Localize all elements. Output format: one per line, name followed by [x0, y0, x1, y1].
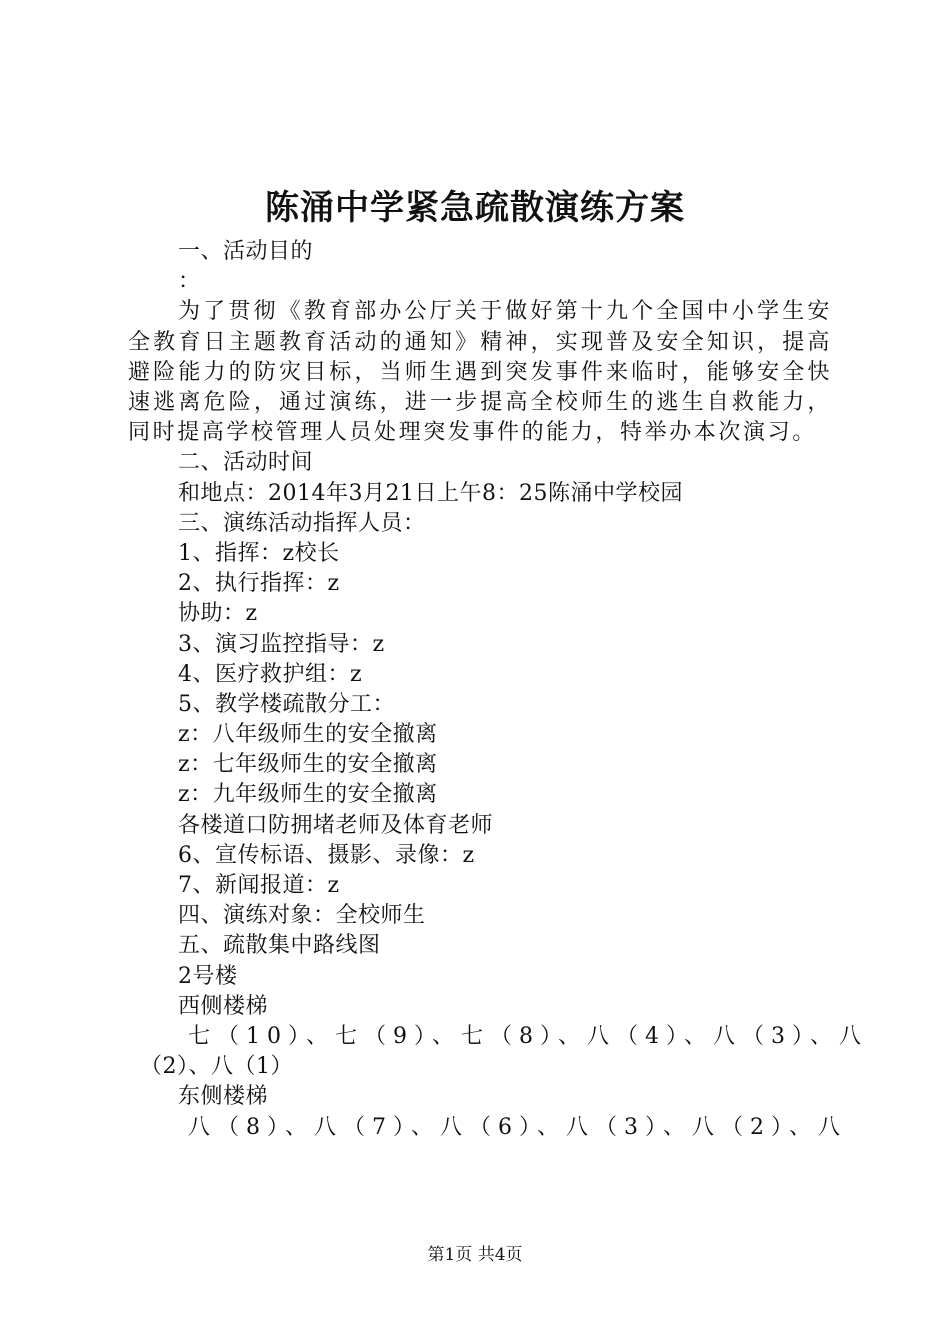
news-item: 7、新闻报道：z	[178, 873, 340, 899]
executive-commander-item: 2、执行指挥：z	[178, 571, 340, 597]
grade-eight-item: z：八年级师生的安全撤离	[178, 722, 438, 748]
document-title: 陈涌中学紧急疏散演练方案	[265, 188, 685, 228]
document-body	[128, 237, 868, 1143]
grade-seven-item: z：七年级师生的安全撤离	[178, 752, 438, 778]
assist-item: 协助：z	[178, 601, 258, 627]
section-heading-participants: 四、演练对象：全校师生	[178, 903, 426, 929]
monitor-item: 3、演习监控指导：z	[178, 631, 385, 657]
publicity-item: 6、宣传标语、摄影、录像：z	[178, 842, 475, 868]
section-heading-time: 二、活动时间	[178, 450, 314, 476]
stairway-teachers-item: 各楼道口防拥堵老师及体育老师	[178, 812, 494, 838]
east-stairs-label: 东侧楼梯	[178, 1084, 269, 1110]
section-heading-route: 五、疏散集中路线图	[178, 933, 381, 959]
west-stairs-classes-line1: 七（10）、七（9）、七（8）、八（4）、八（3）、八	[188, 1023, 868, 1049]
purpose-paragraph: 为了贯彻《教育部办公厅关于做好第十九个全国中小学生安全教育日主题教育活动的通知》精神，实现普及安全知识，提高避险能力的防灾目标，当师生遇到突发事件来临时，能够安全快速逃离危险，通过演练，进一步提高全校师生的逃生自救能力，同时提高学校管理人员处理突发事件的能力，特举办本次演习。	[128, 299, 832, 446]
medical-item: 4、医疗救护组：z	[178, 661, 363, 687]
building-label: 2号楼	[178, 963, 238, 989]
section-heading-purpose: 一、活动目的	[178, 239, 314, 264]
page-footer: 第1页 共4页	[427, 1245, 523, 1265]
west-stairs-classes-line2: （2）、八（1）	[140, 1054, 293, 1080]
evacuation-division-item: 5、教学楼疏散分工：	[178, 691, 395, 717]
west-stairs-label: 西侧楼梯	[178, 993, 269, 1019]
east-stairs-classes-line1: 八（8）、八（7）、八（6）、八（3）、八（2）、八	[188, 1114, 847, 1140]
colon-line: ：	[178, 269, 201, 295]
commander-item: 1、指挥：z校长	[178, 540, 340, 566]
time-place-line: 和地点：2014年3月21日上午8：25陈涌中学校园	[178, 480, 683, 506]
section-heading-commanders: 三、演练活动指挥人员：	[178, 510, 426, 536]
grade-nine-item: z：九年级师生的安全撤离	[178, 782, 438, 808]
